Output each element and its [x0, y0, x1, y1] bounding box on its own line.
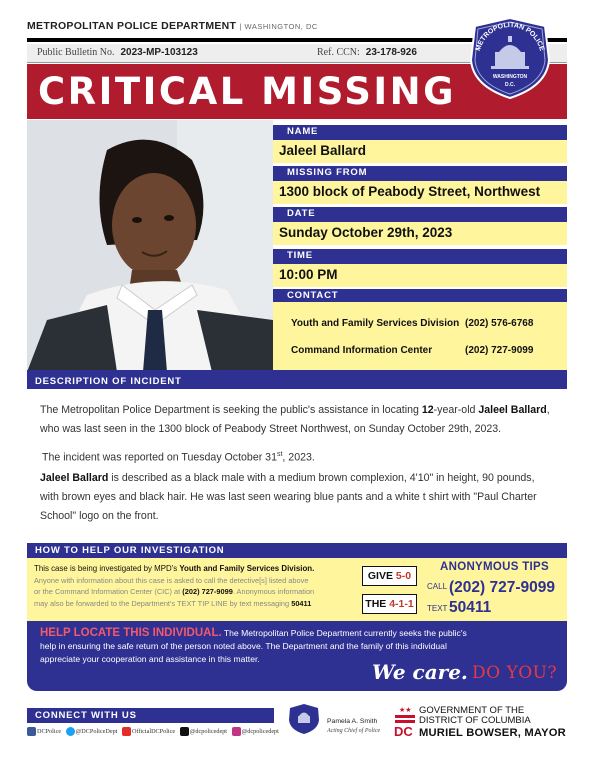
desc-name: Jaleel Ballard	[40, 472, 109, 484]
help-locate-text	[40, 627, 550, 665]
time-label: TIME	[273, 249, 567, 264]
city-label: | WASHINGTON, DC	[239, 22, 318, 31]
desc-name: Jaleel Ballard	[478, 404, 547, 416]
desc-text: , 2023.	[282, 451, 315, 464]
date-value: Sunday October 29th, 2023	[273, 222, 567, 245]
date-field	[273, 207, 567, 245]
ccn-number: 23-178-926	[365, 47, 417, 58]
chief-title: Acting Chief of Police	[327, 728, 381, 734]
youtube-link[interactable]: OfficialDCPolice	[131, 727, 176, 735]
facebook-icon	[27, 727, 36, 736]
instagram-link[interactable]: @dcpolicedept	[241, 727, 279, 735]
text-number: 50411	[449, 599, 492, 616]
instagram-icon	[232, 727, 241, 736]
how-to-help-header: HOW TO HELP OUR INVESTIGATION	[27, 543, 567, 558]
desc-text: is described as a black male with a medium brown complexion, 4'10" in height, 90 pounds,	[108, 472, 535, 484]
time-value: 10:00 PM	[273, 264, 567, 287]
how-phone: (202) 727-9099	[182, 587, 233, 596]
contact-label: CONTACT	[273, 289, 567, 304]
desc-sup: st	[276, 451, 283, 458]
svg-text:DC: DC	[394, 724, 413, 737]
gov-line-2: DISTRICT OF COLUMBIA	[419, 715, 531, 726]
the-text: THE	[365, 598, 390, 610]
description-paragraph-3	[40, 469, 560, 526]
contact-box	[273, 302, 567, 370]
contact-2-name: Command Information Center	[291, 345, 433, 356]
how-lead: This case is being investigated by MPD's	[34, 564, 180, 573]
desc-text: who was last seen in the 1300 block of Peabody Street Northwest, on Sunday October 29th, 2023.	[40, 423, 502, 435]
page-title: CRITICAL MISSING	[38, 70, 456, 113]
chief-badge-icon	[288, 703, 320, 735]
badge-bottom-text: WASHINGTON	[492, 74, 528, 80]
time-field	[273, 249, 567, 287]
tiktok-link[interactable]: @dcpolicedept	[189, 727, 228, 735]
bulletin-number: 2023-MP-103123	[120, 47, 198, 58]
missing-from-field	[273, 166, 567, 204]
how-text: may also be forwarded to the Department's TEXT TIP LINE by text messaging	[34, 598, 292, 608]
chief-name: Pamela A. Smith	[327, 718, 378, 725]
tiktok-icon	[180, 727, 189, 736]
contact-1-name: Youth and Family Services Division	[291, 318, 460, 329]
gov-line-1: GOVERNMENT OF THE	[419, 705, 525, 716]
facebook-link[interactable]: DCPolice	[37, 727, 62, 735]
department-label: METROPOLITAN POLICE DEPARTMENT	[27, 20, 237, 32]
contact-1-phone: (202) 576-6768	[465, 318, 534, 329]
government-label	[419, 706, 531, 726]
twitter-link[interactable]: @DCPoliceDept	[75, 727, 118, 735]
give-5-0-logo	[362, 566, 417, 586]
how-text-number: 50411	[291, 598, 312, 608]
how-text: or the Command Information Center (CIC) at	[34, 587, 183, 596]
do-you-slogan: DO YOU?	[472, 663, 558, 683]
the-num: 4-1-1	[389, 598, 414, 610]
social-links	[27, 727, 279, 736]
desc-text: -year-old	[433, 404, 479, 416]
description-header: DESCRIPTION OF INCIDENT	[27, 374, 567, 389]
how-text: Anyone with information about this case is asked to call the detective[s] listed above	[34, 575, 309, 585]
help-text: The Metropolitan Police Department currently seeks the public's	[221, 628, 467, 638]
how-text: . Anonymous information	[232, 587, 315, 596]
desc-text: The Metropolitan Police Department is seeking the public's assistance in locating	[40, 404, 422, 416]
department-name	[27, 20, 318, 32]
desc-text: with brown eyes and black hair. He was last seen wearing blue pants and a white t shirt with "Paul Charter	[40, 491, 537, 503]
give-text: GIVE	[367, 570, 396, 582]
svg-text:★★: ★★	[399, 706, 412, 714]
badge-top-text: METROPOLITAN POLICE	[474, 21, 546, 52]
missing-person-photo	[27, 120, 273, 372]
desc-text: ,	[546, 404, 550, 416]
name-value: Jaleel Ballard	[273, 140, 567, 163]
how-to-help-text	[34, 563, 356, 609]
desc-text: The incident was reported on Tuesday October 31	[42, 451, 277, 464]
description-paragraph-2	[42, 445, 562, 468]
help-text: appreciate your cooperation and assistance in this matter.	[40, 653, 260, 664]
date-label: DATE	[273, 207, 567, 222]
we-care-slogan: We care.	[372, 660, 468, 684]
how-unit: Youth and Family Services Division.	[179, 564, 315, 573]
desc-text: School" logo on the front.	[40, 510, 159, 522]
call-label: CALL	[427, 582, 448, 591]
contact-2-phone: (202) 727-9099	[465, 345, 534, 356]
give-num: 5-0	[395, 570, 412, 582]
mayor-name: MURIEL BOWSER, MAYOR	[419, 727, 566, 739]
anonymous-tips-title: ANONYMOUS TIPS	[440, 561, 549, 573]
youtube-icon	[122, 727, 131, 736]
name-label: NAME	[273, 125, 567, 140]
dc-flag-logo	[394, 705, 416, 737]
desc-age: 12	[421, 404, 434, 416]
missing-from-value: 1300 block of Peabody Street, Northwest	[273, 181, 567, 204]
the-4-1-1-logo	[362, 594, 417, 614]
badge-dc-text: D.C.	[505, 82, 515, 88]
description-paragraph-1	[40, 401, 560, 439]
police-badge-logo	[467, 16, 553, 100]
twitter-icon	[66, 727, 75, 736]
bulletin-label: Public Bulletin No.	[37, 47, 115, 58]
connect-header: CONNECT WITH US	[27, 708, 274, 723]
ccn-label: Ref. CCN:	[317, 47, 360, 58]
call-number: (202) 727-9099	[449, 579, 555, 596]
text-label: TEXT	[427, 604, 448, 613]
name-field	[273, 125, 567, 163]
help-text: help in ensuring the safe return of the person noted above. The Department and the family of this individual	[40, 640, 447, 651]
missing-from-label: MISSING FROM	[273, 166, 567, 181]
help-headline: HELP LOCATE THIS INDIVIDUAL.	[40, 627, 222, 639]
